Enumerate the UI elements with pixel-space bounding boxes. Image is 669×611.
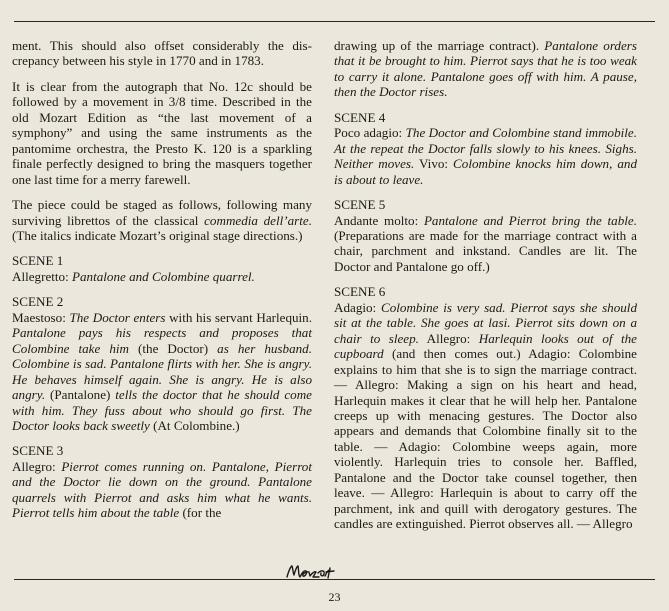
paragraph-continuation: ment. This should also offset considerably the discrepancy between his style in 1770 and in 1783. xyxy=(12,38,312,69)
scene-text: Andante molto: Pantalone and Pierrot bring the table. (Preparations are made for the marriage contract with a chair, parchment and inkstand. Candles are lit. The Doctor and Pantalone go off.) xyxy=(334,212,637,274)
scene-text: Adagio: Colombine is very sad. Pierrot says she should sit at the table. She goes at lasi. Pierrot sits down on a chair to sleep. Allegro: Harlequin looks out of the cupboard (and then comes out.) Adagio: Colombine explains to him that she is to sign the marriage contract. — Allegro: Making a sign on his heart and head, Harlequin makes it clear that he will help her. Pantalone creeps up with menacing gestures. The Doctor also appears and demands that Colombine finally sit to the table. — Adagio: Colombine weeps again, more violently. Harlequin tries to console her. Baffled, Pantalone and the Doctor take counsel together, then leave. — Allegro: Harlequin is about to carry off the parchment, ink and quill with derogatory gestures. The candles are extinguished. Pierrot observes all. — Allegro xyxy=(334,299,637,532)
scene-text: Allegro: Pierrot comes running on. Pantalone, Pierrot and the Doctor lie down on the ground. Pantalone quarrels with Pierrot and asks him what he wants. Pierrot tells him about the table (for the xyxy=(12,458,312,521)
scene-text: Poco adagio: The Doctor and Colombine stand immobile. At the repeat the Doctor falls slowly to his knees. Sighs. Neither moves. Vivo: Colombine knocks him down, and is about to leave. xyxy=(334,125,637,187)
scene-heading: SCENE 6 xyxy=(334,284,386,300)
left-column xyxy=(12,38,312,531)
mozart-signature-logo xyxy=(284,560,340,582)
scene-heading: SCENE 2 xyxy=(12,294,64,310)
scene-4 xyxy=(334,110,637,187)
scene-5 xyxy=(334,197,637,274)
scene-heading: SCENE 1 xyxy=(12,253,64,269)
paragraph-staging: The piece could be staged as follows, following many surviving librettos of the classical commedia dell’arte. (The italics indicate Mozart’s original stage directions.) xyxy=(12,197,312,243)
paragraph-autograph: It is clear from the autograph that No. 12c should be followed by a movement in 3/8 time. Described in the old Mozart Edition as “the last movement of a symphony” and using the same instruments as the pantomime orchestra, the Presto K. 120 is a sparkling finale perfectly designed to bring the masquers together one last time for a merry farewell. xyxy=(12,78,312,187)
scene-heading: SCENE 5 xyxy=(334,197,386,213)
scene-6 xyxy=(334,284,637,531)
scene-text: Maestoso: The Doctor enters with his servant Harlequin. Pantalone pays his respects and proposes that Colombine take him (the Doctor) as her husband. Colombine is sad. Pantalone flirts with her. She is angry. He behaves himself again. She is angry. He is also angry. (Pantalone) tells the doctor that he should come with him. They fuss about who should go first. The Doctor looks back sweetly (At Colombine.) xyxy=(12,309,312,433)
right-column xyxy=(334,38,637,542)
scene-2 xyxy=(12,294,312,433)
scene-1 xyxy=(12,253,312,284)
scene-heading: SCENE 3 xyxy=(12,443,64,459)
page-number: 23 xyxy=(328,590,341,604)
scene-text: Allegretto: Pantalone and Colombine quarrel. xyxy=(12,268,255,284)
scene-3 xyxy=(12,443,312,520)
paragraph-continuation: drawing up of the marriage contract). Pantalone orders that it be brought to him. Pierrot says that he is too weak to carry it alone. Pantalone goes off with him. A pause, then the Doctor rises. xyxy=(334,38,637,100)
scene-heading: SCENE 4 xyxy=(334,109,386,125)
top-rule xyxy=(14,21,655,22)
